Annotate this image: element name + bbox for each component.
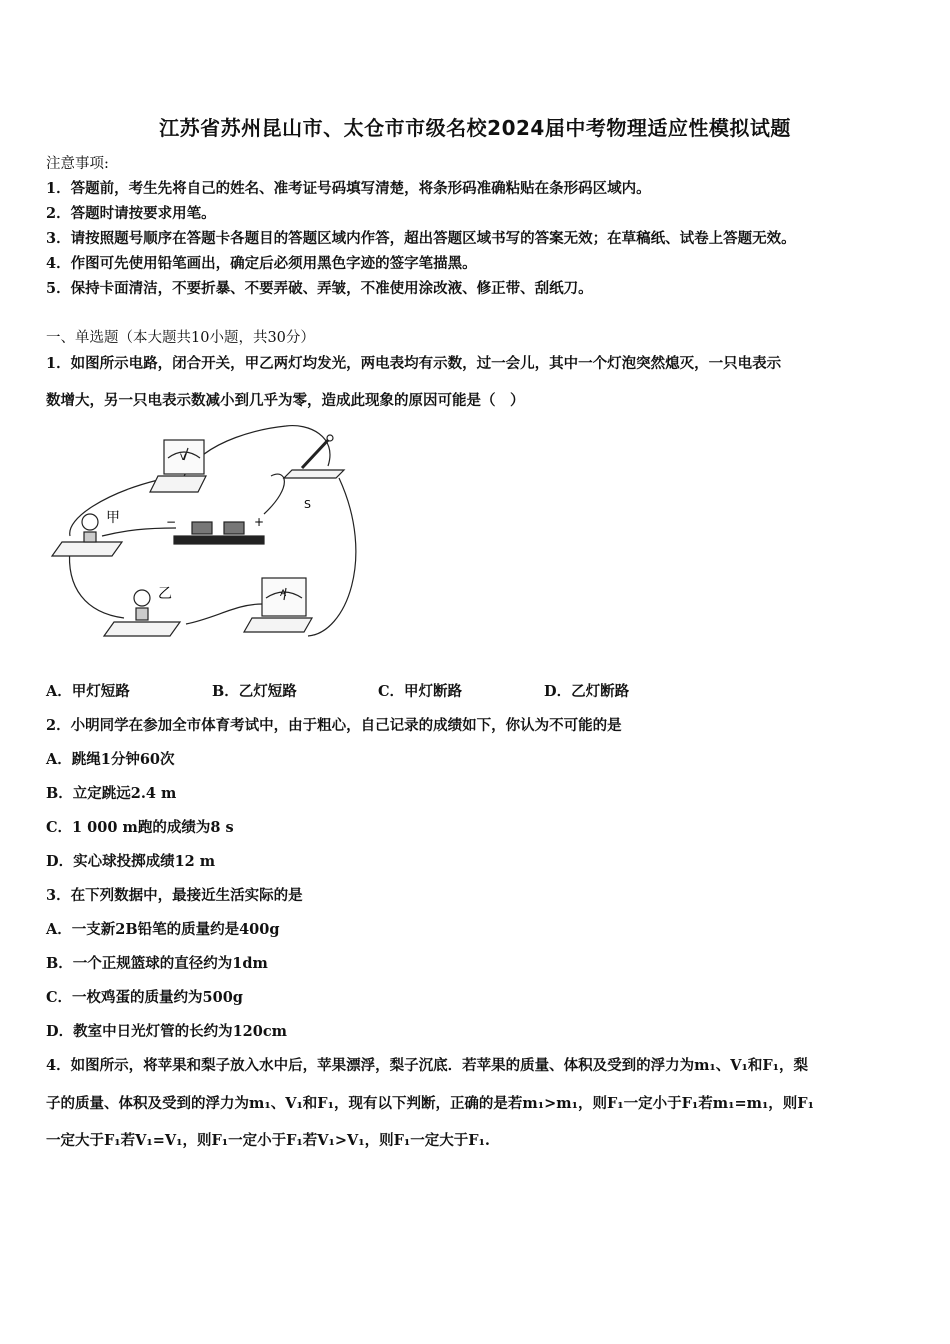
note-item: 4．作图可先使用铅笔画出，确定后必须用黑色字迹的签字笔描黑。 xyxy=(46,255,477,272)
note-item: 3．请按照题号顺序在答题卡各题目的答题区域内作答，超出答题区域书写的答案无效；在草稿纸、试卷上答题无效。 xyxy=(46,230,796,247)
option-d[interactable]: D．教室中日光灯管的长约为120cm xyxy=(46,1023,288,1040)
lamp-jia-label: 甲 xyxy=(106,510,120,526)
option-b[interactable]: B．一个正规篮球的直径约为1dm xyxy=(46,955,268,972)
note-item: 5．保持卡面清洁，不要折暴、不要弄破、弄皱，不准使用涂改液、修正带、刮纸刀。 xyxy=(46,280,593,297)
option-a[interactable]: A．一支新2B铅笔的质量约是400g xyxy=(46,921,280,938)
option-c[interactable]: C．1 000 m跑的成绩为8 s xyxy=(46,819,234,836)
note-item: 1．答题前，考生先将自己的姓名、准考证号码填写清楚，将条形码准确粘贴在条形码区域内。 xyxy=(46,180,651,197)
page-title: 江苏省苏州昆山市、太仓市市级名校2024届中考物理适应性模拟试题 xyxy=(159,116,791,140)
battery-minus-label: − xyxy=(166,515,177,529)
option-d[interactable]: D．实心球投掷成绩12 m xyxy=(46,853,216,870)
option-c[interactable]: C．一枚鸡蛋的质量约为500g xyxy=(46,989,243,1006)
battery-plus-label: + xyxy=(254,515,265,529)
question-4-stem-cont: 一定大于F₁若V₁=V₁，则F₁一定小于F₁若V₁>V₁，则F₁一定大于F₁. xyxy=(46,1132,490,1149)
question-4-stem-cont: 子的质量、体积及受到的浮力为m₁、V₁和F₁，现有以下判断，正确的是若m₁>m₁，则F₁一定小于F₁若m₁=m₁，则F₁ xyxy=(46,1095,814,1112)
option-a[interactable]: A．跳绳1分钟60次 xyxy=(46,751,175,768)
question-1-options xyxy=(46,680,846,701)
notes-heading: 注意事项: xyxy=(46,156,109,172)
option-a[interactable]: A．甲灯短路 xyxy=(46,683,130,700)
note-item: 2．答题时请按要求用笔。 xyxy=(46,205,216,222)
question-2-stem: 2．小明同学在参加全市体育考试中，由于粗心，自己记录的成绩如下，你认为不可能的是 xyxy=(46,717,622,734)
option-b[interactable]: B．立定跳远2.4 m xyxy=(46,785,177,802)
switch-label: S xyxy=(304,498,311,511)
circuit-diagram xyxy=(46,418,366,648)
question-3-stem: 3．在下列数据中，最接近生活实际的是 xyxy=(46,887,303,904)
option-d[interactable]: D．乙灯断路 xyxy=(544,683,630,700)
question-1-stem-cont: 数增大，另一只电表示数减小到几乎为零，造成此现象的原因可能是（ ） xyxy=(46,392,525,409)
option-b[interactable]: B．乙灯短路 xyxy=(212,683,297,700)
option-c[interactable]: C．甲灯断路 xyxy=(378,683,463,700)
question-4-stem: 4．如图所示，将苹果和梨子放入水中后，苹果漂浮，梨子沉底．若苹果的质量、体积及受到的浮力为m₁、V₁和F₁，梨 xyxy=(46,1057,809,1074)
lamp-yi-label: 乙 xyxy=(158,586,172,602)
section-heading: 一、单选题（本大题共10小题，共30分） xyxy=(46,330,315,346)
ammeter-label: A xyxy=(280,589,287,599)
question-1-stem: 1．如图所示电路，闭合开关，甲乙两灯均发光，两电表均有示数，过一会儿，其中一个灯泡突然熄灭，一只电表示 xyxy=(46,355,782,372)
voltmeter-label: V xyxy=(180,453,187,463)
